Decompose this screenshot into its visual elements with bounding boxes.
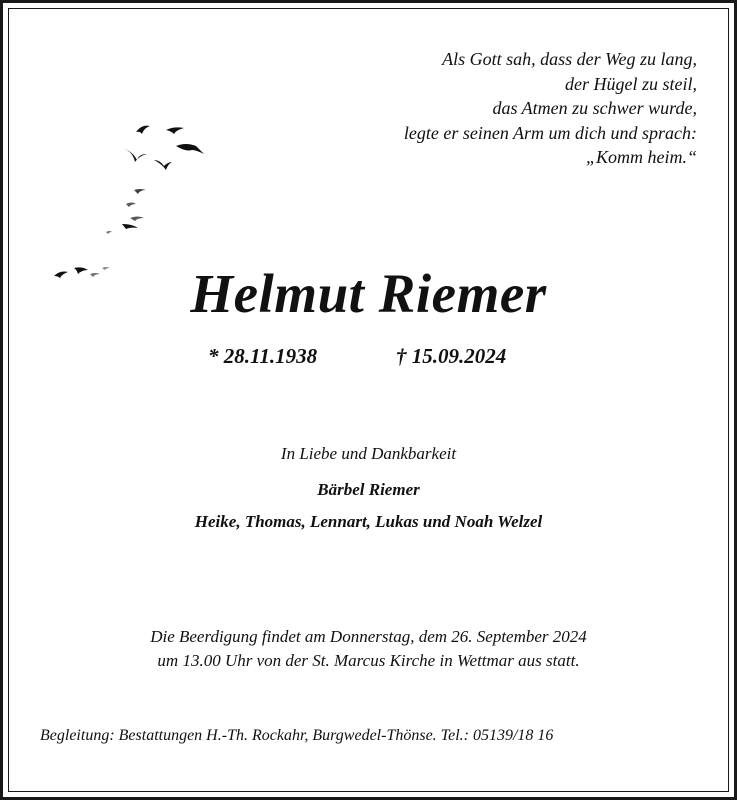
- poem: [404, 47, 697, 170]
- poem-line: „Komm heim.“: [585, 147, 697, 167]
- mourner-line: Bärbel Riemer: [317, 480, 420, 499]
- undertaker-info: Begleitung: Bestattungen H.-Th. Rockahr, Burgwedel-Thönse. Tel.: 05139/18 16: [40, 727, 554, 744]
- funeral-info-line: um 13.00 Uhr von der St. Marcus Kirche in Wettmar aus statt.: [157, 651, 580, 670]
- death-date: † 15.09.2024: [396, 344, 507, 368]
- funeral-info-line: Die Beerdigung findet am Donnerstag, dem 26. September 2024: [150, 627, 587, 646]
- poem-line: der Hügel zu steil,: [565, 73, 697, 94]
- poem-line: das Atmen zu schwer wurde,: [492, 98, 697, 118]
- mourner-line: Heike, Thomas, Lennart, Lukas und Noah Welzel: [194, 512, 543, 531]
- deceased-name: Helmut Riemer: [190, 263, 547, 324]
- poem-line: legte er seinen Arm um dich und sprach:: [403, 122, 697, 143]
- birth-date: * 28.11.1938: [208, 344, 318, 368]
- mourners-intro: In Liebe und Dankbarkeit: [280, 444, 457, 463]
- life-dates: [0, 344, 737, 374]
- poem-line: Als Gott sah, dass der Weg zu lang,: [442, 49, 697, 69]
